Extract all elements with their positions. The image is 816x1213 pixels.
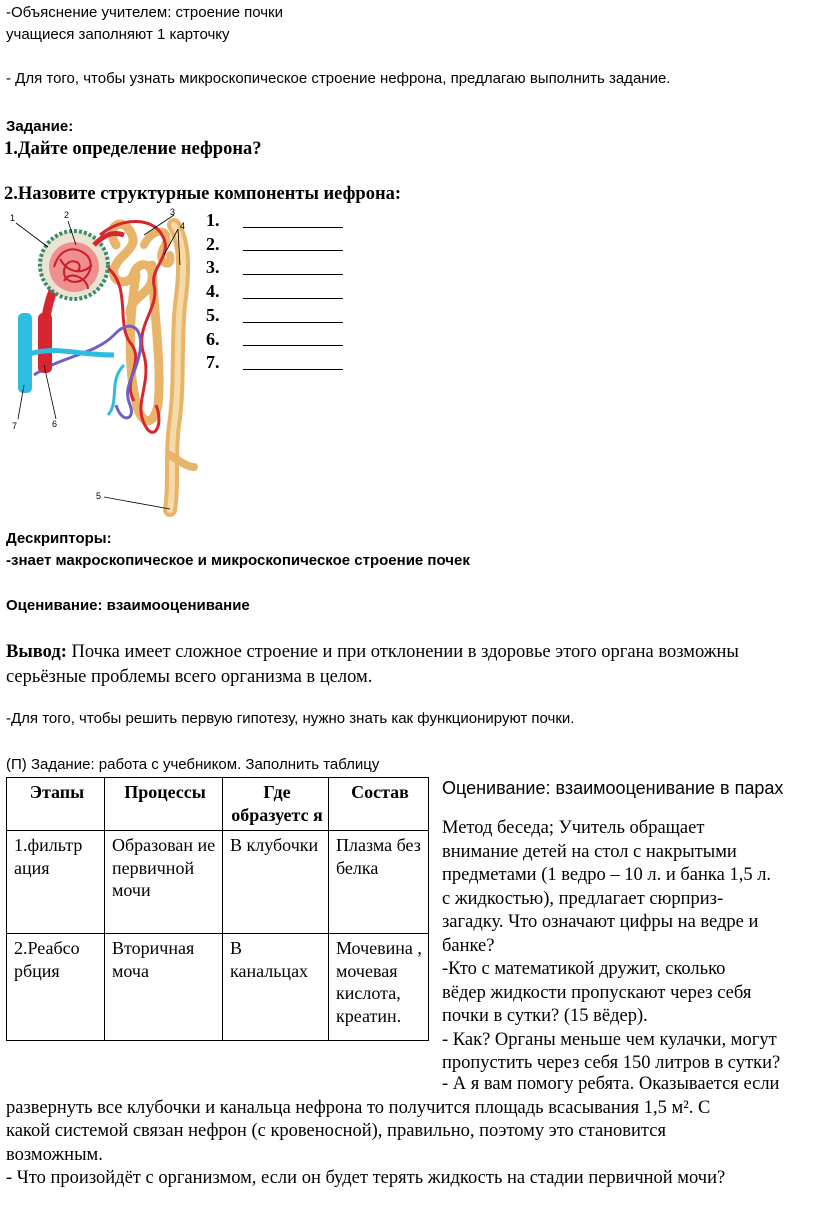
answer-list bbox=[206, 209, 343, 375]
answer-number: 1. bbox=[206, 210, 220, 230]
hypothesis-text: -Для того, чтобы решить первую гипотезу, нужно знать как функционируют почки. bbox=[6, 710, 575, 727]
answer-row[interactable] bbox=[206, 328, 343, 352]
answer-blank[interactable] bbox=[243, 259, 343, 275]
nephron-diagram bbox=[4, 205, 204, 525]
task-heading: Задание: bbox=[6, 118, 74, 135]
intro-block bbox=[6, 2, 670, 90]
answer-blank[interactable] bbox=[243, 354, 343, 370]
text-line: - А я вам помогу ребята. Оказывается если bbox=[442, 1074, 780, 1094]
conclusion-label: Вывод: bbox=[6, 642, 67, 662]
text-line: загадку. Что означают цифры на ведре и bbox=[442, 912, 759, 932]
text-line: развернуть все клубочки и канальца нефрона то получится площадь всасывания 1,5 м². С bbox=[6, 1097, 711, 1118]
table-header: Процессы bbox=[105, 778, 223, 831]
table-cell: Плазма без белка bbox=[329, 831, 429, 934]
text-line: -Кто с математикой дружит, сколько bbox=[442, 959, 726, 979]
table-cell: В канальцах bbox=[223, 934, 329, 1041]
descriptors-heading: Дескрипторы: bbox=[6, 530, 112, 547]
text-line: возможным. bbox=[6, 1144, 103, 1165]
text-line: внимание детей на стол с накрытыми bbox=[442, 841, 737, 862]
text-line: вёдер жидкости пропускают через себя bbox=[442, 982, 752, 1003]
conclusion-text: Почка имеет сложное строение и при отклонении в здоровье этого органа возможны серьёзные проблемы всего организма в целом. bbox=[6, 642, 739, 687]
diagram-label: 2 bbox=[64, 210, 70, 220]
answer-row[interactable] bbox=[206, 280, 343, 304]
descriptors-text: -знает макроскопическое и микроскопическое строение почек bbox=[6, 552, 470, 569]
diagram-label: 3 bbox=[170, 207, 176, 217]
evaluation-text: Оценивание: взаимооценивание bbox=[6, 597, 250, 614]
table-row bbox=[7, 831, 429, 934]
answer-row[interactable] bbox=[206, 256, 343, 280]
table-cell: 2.Реабсо рбция bbox=[7, 934, 105, 1041]
stages-table bbox=[6, 777, 429, 1041]
diagram-label: 1 bbox=[10, 213, 16, 223]
answer-row[interactable] bbox=[206, 351, 343, 375]
answer-row[interactable] bbox=[206, 304, 343, 328]
table-cell: Вторичная моча bbox=[105, 934, 223, 1041]
conversation-block bbox=[442, 817, 780, 1076]
text-line: почки в сутки? (15 вёдер). bbox=[442, 1006, 648, 1026]
answer-row[interactable] bbox=[206, 233, 343, 257]
table-task: (П) Задание: работа с учебником. Заполнить таблицу bbox=[6, 756, 380, 773]
text-line: какой системой связан нефрон (с кровеносной), правильно, поэтому это становится bbox=[6, 1121, 666, 1141]
answer-blank[interactable] bbox=[243, 307, 343, 323]
closing-block bbox=[6, 1073, 779, 1191]
text-line: Метод беседа; Учитель обращает bbox=[442, 818, 705, 838]
table-header: Состав bbox=[329, 778, 429, 831]
table-cell: 1.фильтр ация bbox=[7, 831, 105, 934]
answer-number: 7. bbox=[206, 352, 220, 373]
answer-blank[interactable] bbox=[243, 330, 343, 346]
table-header: Этапы bbox=[7, 778, 105, 831]
diagram-label: 5 bbox=[96, 491, 102, 501]
text-line: пропустить через себя 150 литров в сутки? bbox=[442, 1053, 781, 1073]
answer-blank[interactable] bbox=[243, 283, 343, 299]
answer-number: 2. bbox=[206, 233, 220, 254]
text-line: предметами (1 ведро – 10 л. и банка 1,5 л. bbox=[442, 865, 772, 885]
table-cell: В клубочки bbox=[223, 831, 329, 934]
question-1: 1.Дайте определение нефрона? bbox=[4, 139, 262, 159]
text-line: банке? bbox=[442, 935, 495, 956]
question-2: 2.Назовите структурные компоненты иефрона: bbox=[4, 184, 402, 204]
answer-number: 4. bbox=[206, 281, 220, 302]
answer-row[interactable] bbox=[206, 209, 343, 233]
intro-line: - Для того, чтобы узнать микроскопическое строение нефрона, предлагаю выполнить задание. bbox=[6, 70, 671, 87]
table-cell: Мочевина , мочевая кислота, креатин. bbox=[329, 934, 429, 1041]
diagram-label: 4 bbox=[180, 221, 186, 231]
table-cell: Образован ие первичной мочи bbox=[105, 831, 223, 934]
diagram-label: 7 bbox=[12, 421, 18, 431]
text-line: - Как? Органы меньше чем кулачки, могут bbox=[442, 1029, 777, 1050]
text-line: - Что произойдёт с организмом, если он будет терять жидкость на стадии первичной мочи? bbox=[6, 1168, 726, 1188]
pair-evaluation: Оценивание: взаимооценивание в парах bbox=[442, 778, 784, 798]
answer-blank[interactable] bbox=[243, 212, 343, 228]
answer-number: 5. bbox=[206, 304, 220, 325]
renal-artery bbox=[38, 313, 52, 373]
text-line: с жидкостью), предлагает сюрприз- bbox=[442, 888, 724, 909]
table-header: Где образуетс я bbox=[223, 778, 329, 831]
table-header-row bbox=[7, 778, 429, 831]
answer-blank[interactable] bbox=[243, 235, 343, 251]
answer-number: 6. bbox=[206, 328, 220, 349]
intro-line: -Объяснение учителем: строение почки bbox=[6, 4, 283, 21]
intro-line: учащиеся заполняют 1 карточку bbox=[6, 26, 230, 43]
answer-number: 3. bbox=[206, 257, 220, 278]
conclusion bbox=[6, 640, 812, 690]
table-row bbox=[7, 934, 429, 1041]
diagram-label: 6 bbox=[52, 419, 58, 429]
